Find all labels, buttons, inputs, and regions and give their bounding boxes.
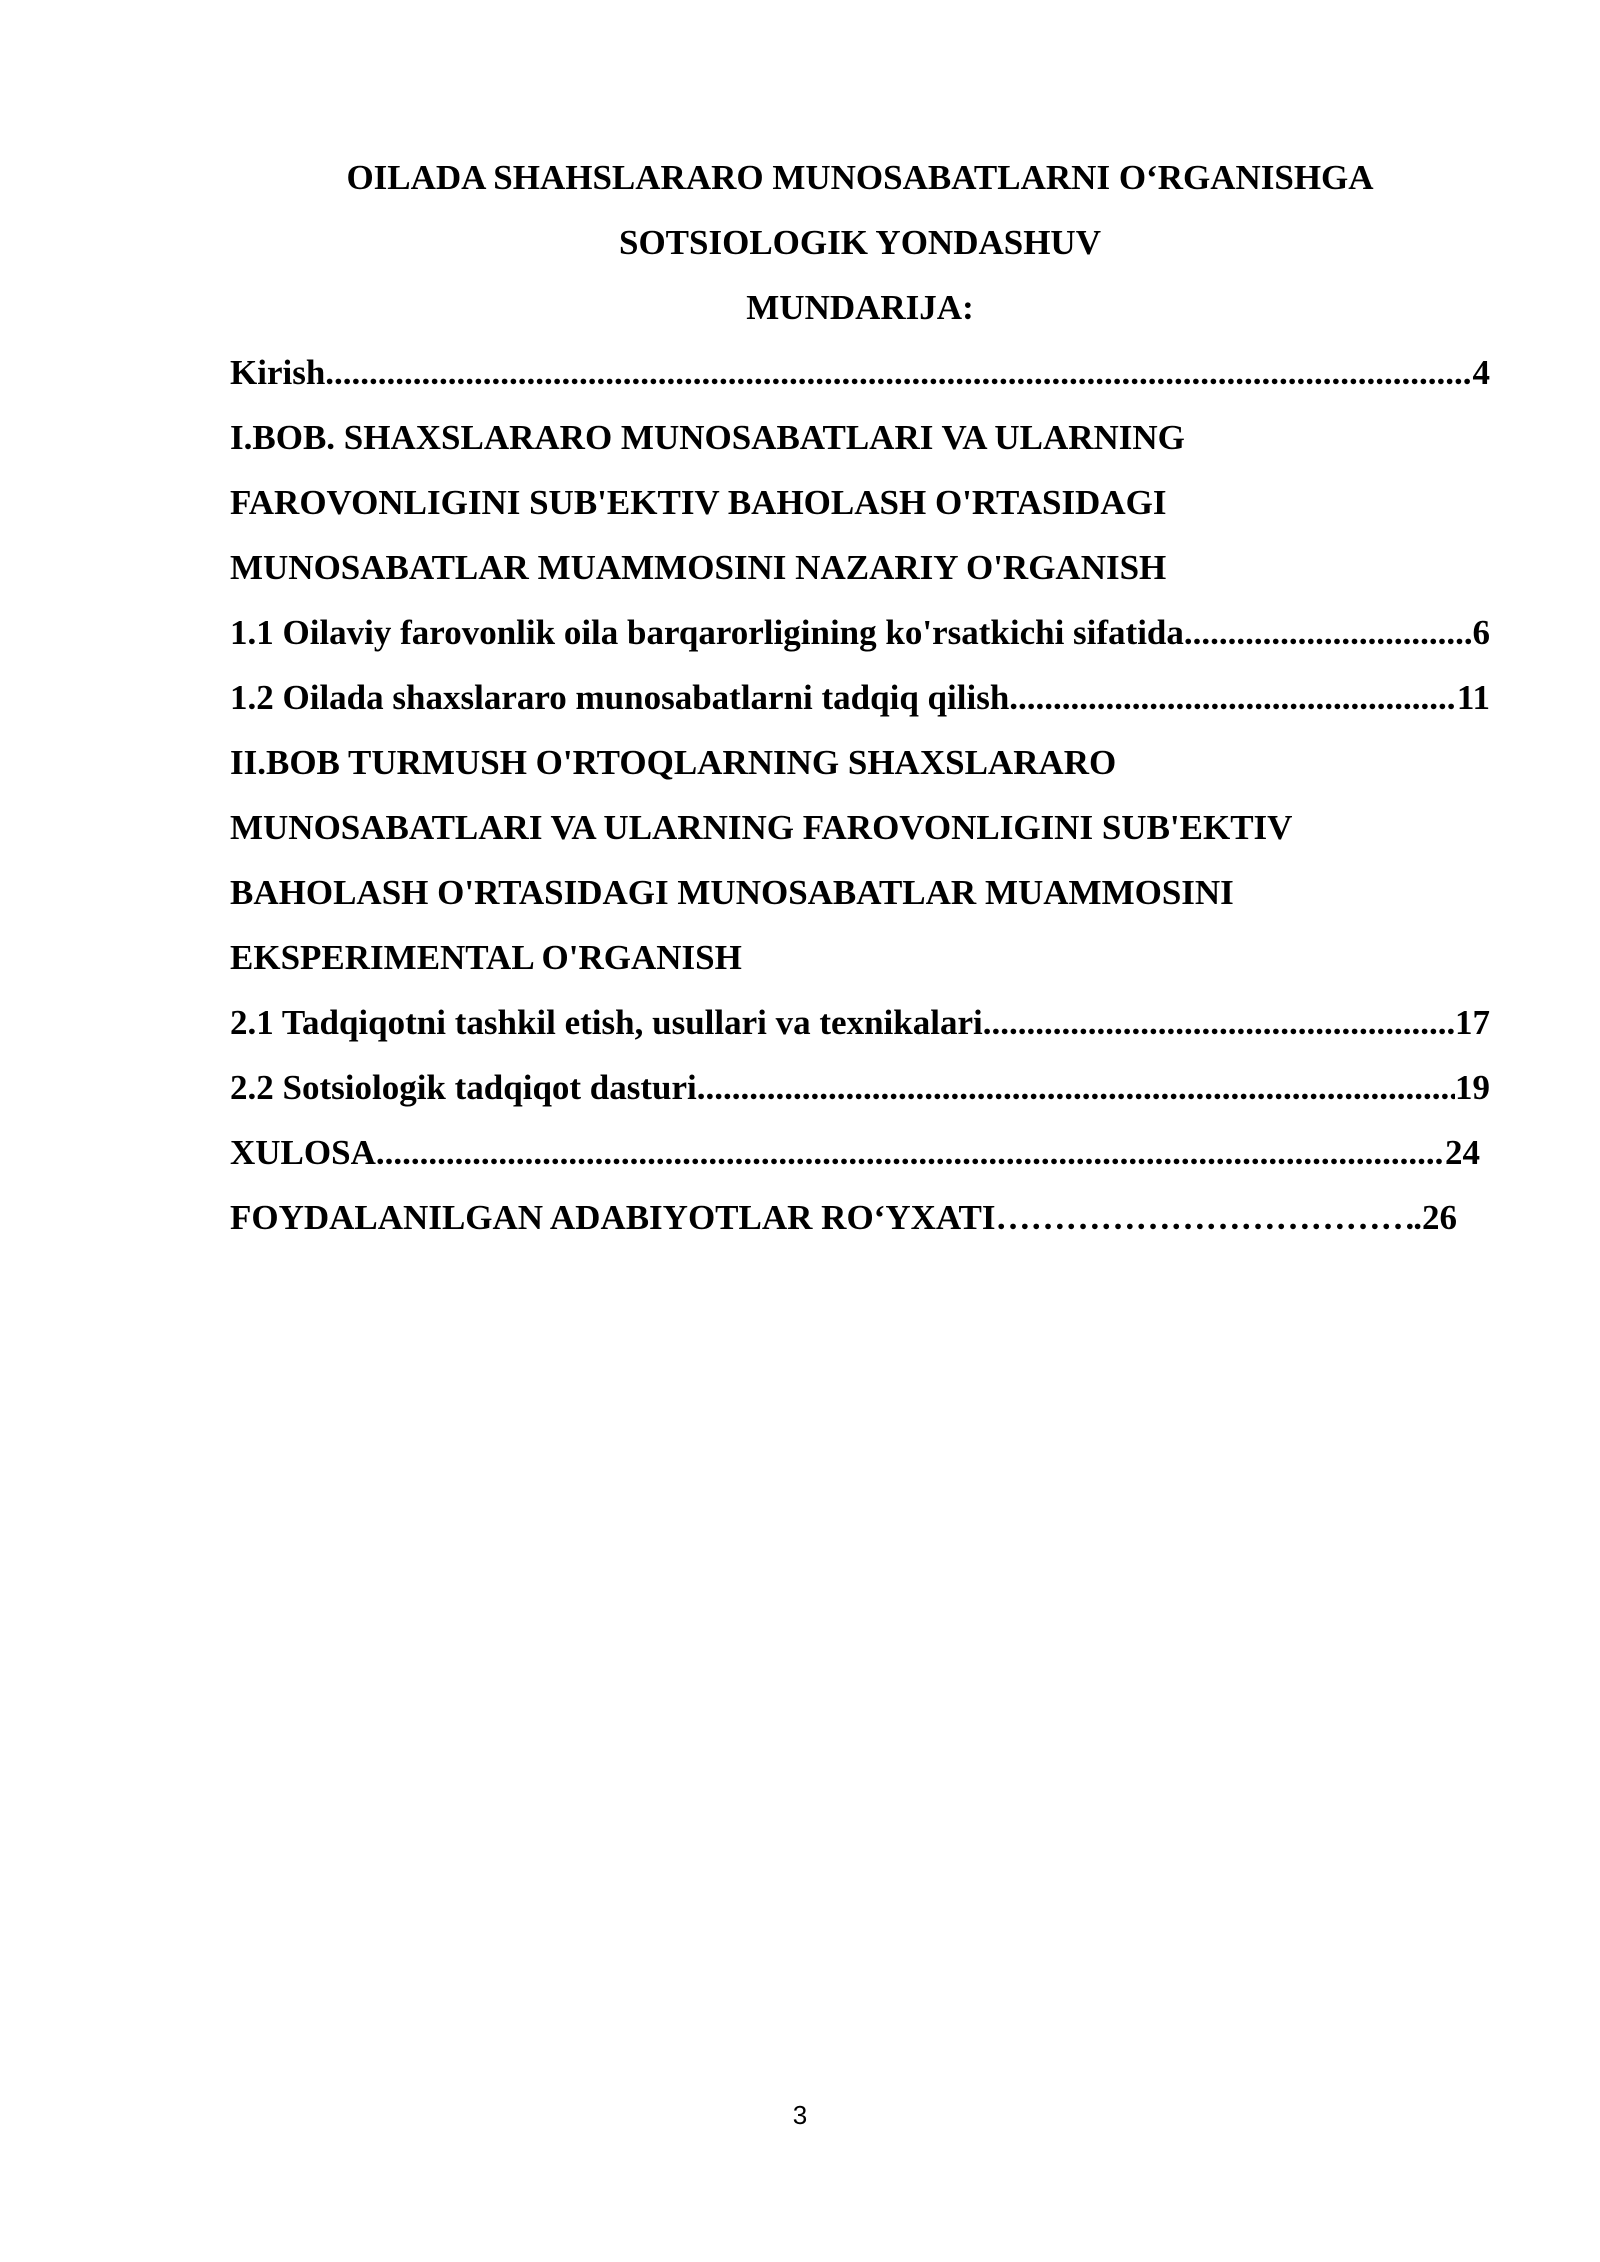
- toc-entry-adabiyotlar: [230, 1185, 1457, 1250]
- toc-entry-title: 1.2 Oilada shaxslararo munosabatlarni tadqiq qilish: [230, 678, 1010, 717]
- toc-entry-title: 2.1 Tadqiqotni tashkil etish, usullari va texnikalari: [230, 1003, 983, 1042]
- toc-entry-1-1: [230, 600, 1490, 665]
- toc-page-number: 19: [1455, 1068, 1490, 1107]
- toc-entry-title: XULOSA: [230, 1133, 376, 1172]
- toc-page-number: 4: [1472, 353, 1490, 392]
- toc-entry-title: Kirish: [230, 353, 326, 392]
- document-title: [230, 145, 1490, 340]
- toc-chapter2-line4: EKSPERIMENTAL O'RGANISH: [230, 938, 742, 977]
- toc-dot-leader: [1009, 665, 1457, 730]
- toc-chapter2-line2: MUNOSABATLARI VA ULARNING FAROVONLIGINI SUB'EKTIV: [230, 808, 1293, 847]
- toc-page-number: .26: [1413, 1198, 1457, 1237]
- toc-page-number: 11: [1456, 678, 1490, 717]
- toc-entry-xulosa: [230, 1120, 1480, 1185]
- toc-page-number: 24: [1445, 1133, 1480, 1172]
- toc-entry-kirish: [230, 340, 1490, 405]
- toc-entry-title: FOYDALANILGAN ADABIYOTLAR RO‘YXATI: [230, 1198, 996, 1237]
- toc-entry-2-1: [230, 990, 1490, 1055]
- toc-chapter1-line1: I.BOB. SHAXSLARARO MUNOSABATLARI VA ULARNING: [230, 418, 1185, 457]
- toc-entry-1-2: [230, 665, 1490, 730]
- toc-entry-title: 1.1 Oilaviy farovonlik oila barqarorligining ko'rsatkichi sifatida: [230, 613, 1184, 652]
- toc-chapter2-line1: II.BOB TURMUSH O'RTOQLARNING SHAXSLARARO: [230, 743, 1117, 782]
- toc-entry-title: 2.2 Sotsiologik tadqiqot dasturi: [230, 1068, 697, 1107]
- toc-chapter1-line2: FAROVONLIGINI SUB'EKTIV BAHOLASH O'RTASIDAGI: [230, 483, 1167, 522]
- toc-page-number: 6: [1472, 613, 1490, 652]
- toc-page-number: 17: [1455, 1003, 1490, 1042]
- toc-dot-leader: [697, 1055, 1455, 1120]
- contents-heading: MUNDARIJA:: [746, 288, 974, 327]
- toc-chapter1-line3: MUNOSABATLAR MUAMMOSINI NAZARIY O'RGANISH: [230, 548, 1167, 587]
- toc-dot-leader: [325, 340, 1472, 405]
- title-line-2: SOTSIOLOGIK YONDASHUV: [618, 223, 1101, 262]
- toc-chapter2-line3: BAHOLASH O'RTASIDAGI MUNOSABATLAR MUAMMOSINI: [230, 873, 1234, 912]
- table-of-contents: [230, 340, 1490, 1250]
- title-line-1: OILADA SHAHSLARARO MUNOSABATLARNI O‘RGANISHGA: [346, 158, 1374, 197]
- toc-dot-leader: [1184, 600, 1473, 665]
- page-number: 3: [792, 2100, 808, 2130]
- toc-entry-2-2: [230, 1055, 1490, 1120]
- toc-ellipsis-leader: [996, 1185, 1414, 1250]
- toc-dot-leader: [983, 990, 1455, 1055]
- toc-dot-leader: [376, 1120, 1445, 1185]
